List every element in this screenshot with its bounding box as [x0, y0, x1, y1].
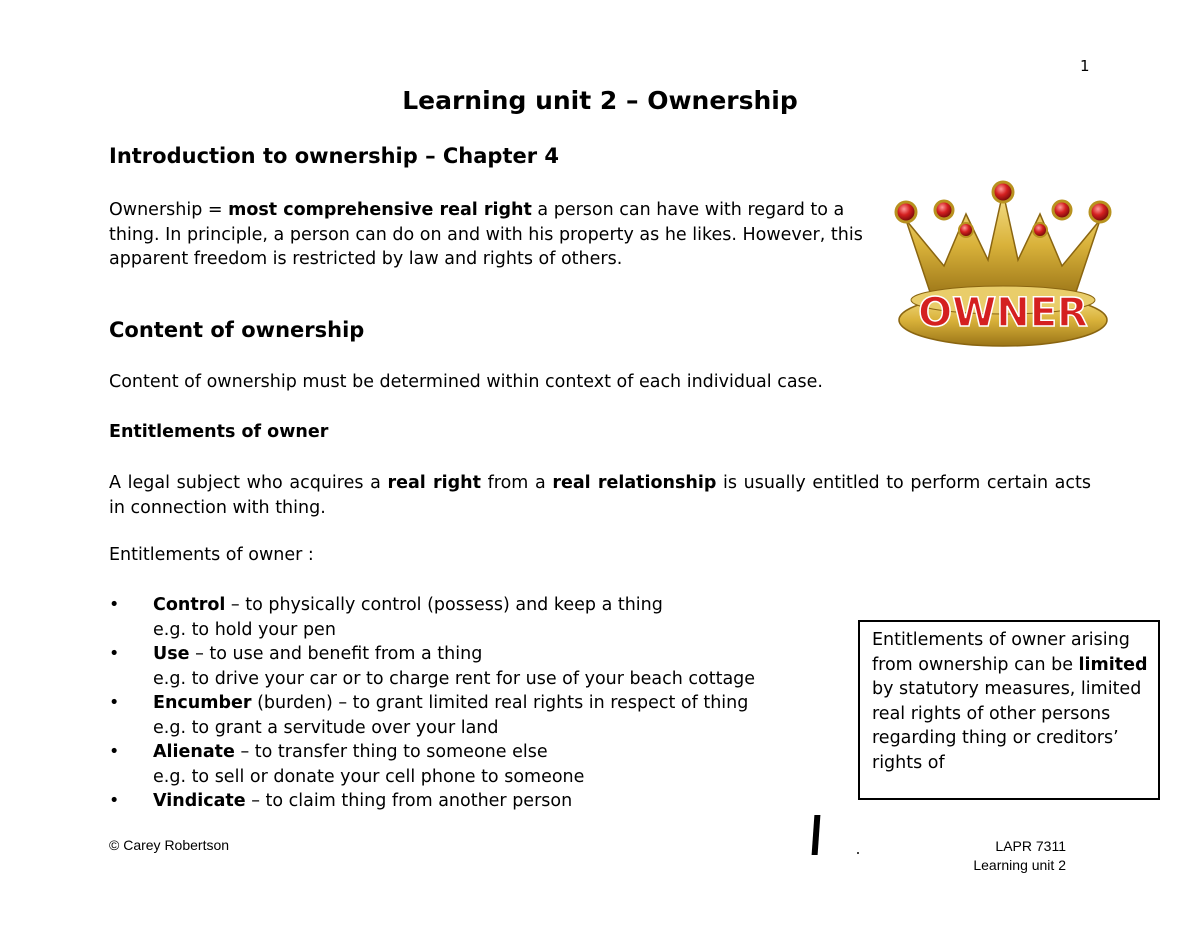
bullet-icon: •: [109, 644, 120, 664]
entitlements-list-intro: Entitlements of owner :: [109, 545, 314, 565]
entitlements-heading: Entitlements of owner: [109, 422, 329, 442]
content-paragraph: Content of ownership must be determined within context of each individual case.: [109, 372, 823, 392]
list-item-example: e.g. to hold your pen: [153, 619, 336, 640]
entitlements-bold-real-right: real right: [387, 473, 481, 493]
entitlements-p1: A legal subject who acquires a: [109, 473, 388, 493]
entitlements-paragraph: [109, 471, 1091, 520]
crown-label: OWNER: [918, 290, 1088, 336]
list-item-term: Use: [153, 644, 190, 664]
list-item: [109, 789, 869, 814]
list-item: [109, 691, 869, 716]
stray-dot: [857, 852, 859, 854]
intro-paragraph: [109, 198, 889, 272]
intro-lead-bold: most comprehensive real right: [228, 200, 532, 220]
footer-copyright: © Carey Robertson: [109, 837, 230, 853]
entitlements-bold-real-relationship: real relationship: [552, 473, 717, 493]
list-item: [109, 642, 869, 667]
list-item-desc: – to transfer thing to someone else: [234, 742, 548, 762]
list-item-desc: – to physically control (possess) and keep a thing: [225, 595, 663, 615]
footer-course-info: [900, 837, 1066, 875]
list-item-example: e.g. to drive your car or to charge rent for use of your beach cottage: [153, 668, 756, 689]
footer-unit: Learning unit 2: [973, 857, 1066, 873]
list-item-desc: – to use and benefit from a thing: [189, 644, 483, 664]
content-heading: Content of ownership: [109, 318, 365, 342]
list-item-term: Alienate: [153, 742, 235, 762]
entitlements-p3: is usually entitled to perform certain acts in connection with thing.: [109, 473, 1091, 518]
list-item-desc: – to claim thing from another person: [245, 791, 573, 811]
page-number: 1: [1080, 57, 1090, 75]
intro-lead: Ownership =: [109, 200, 229, 220]
callout-text-after: by statutory measures, limited real rights of other persons regarding thing or creditors’ rights of: [872, 679, 1142, 773]
list-item-term: Vindicate: [153, 791, 246, 811]
list-item-example: e.g. to sell or donate your cell phone to someone: [153, 766, 585, 787]
list-item: [109, 740, 869, 765]
list-item-term: Control: [153, 595, 226, 615]
bullet-icon: •: [109, 742, 120, 762]
bullet-icon: •: [109, 791, 120, 811]
bullet-icon: •: [109, 693, 120, 713]
page-title: Learning unit 2 – Ownership: [402, 86, 798, 115]
entitlements-list: [109, 593, 869, 815]
list-item: [109, 593, 869, 618]
bullet-icon: •: [109, 595, 120, 615]
callout-text-before: Entitlements of owner arising from ownership can be: [872, 630, 1130, 675]
owner-crown-image: [892, 180, 1114, 348]
intro-rest: a person can have with regard to a thing. In principle, a person can do on and with his property as he likes. However, this apparent freedom is restricted by law and rights of others.: [109, 200, 863, 269]
callout-text-bold: limited: [1078, 654, 1148, 675]
limitations-callout-box: [858, 620, 1160, 800]
stray-mark: [812, 815, 821, 855]
footer-course-code: LAPR 7311: [995, 838, 1066, 854]
intro-heading: Introduction to ownership – Chapter 4: [109, 144, 560, 168]
list-item-desc: (burden) – to grant limited real rights in respect of thing: [251, 693, 749, 713]
entitlements-p2: from a: [480, 473, 553, 493]
list-item-term: Encumber: [153, 693, 252, 713]
list-item-example: e.g. to grant a servitude over your land: [153, 717, 499, 738]
